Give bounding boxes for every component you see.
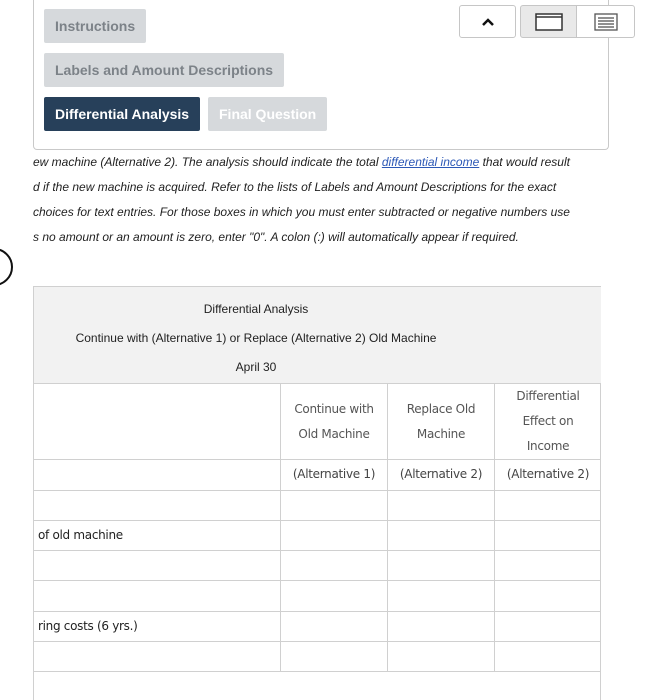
column-alt-continue: (Alternative 1) (292, 467, 376, 481)
single-view-icon (535, 13, 563, 31)
instructions-line-3: choices for text entries. For those boxes in which you must enter subtracted or negative numbers use (33, 205, 570, 219)
input-cell[interactable] (281, 551, 387, 580)
table-subtitle: Continue with (Alternative 1) or Replace (Alternative 2) Old Machine (75, 331, 437, 345)
list-view-button[interactable] (576, 5, 635, 38)
circle-marker (0, 248, 13, 286)
tab-labels-and-amount-descriptions[interactable]: Labels and Amount Descriptions (44, 53, 284, 87)
differential-income-link[interactable]: differential income (381, 155, 480, 169)
view-controls (459, 5, 635, 38)
tab-differential-analysis[interactable]: Differential Analysis (44, 97, 200, 131)
input-cell[interactable] (281, 521, 387, 550)
input-cell[interactable] (388, 612, 494, 641)
tab-instructions[interactable]: Instructions (44, 9, 146, 43)
input-cell[interactable] (388, 642, 494, 671)
input-cell[interactable] (495, 581, 601, 610)
input-cell[interactable] (495, 612, 601, 641)
single-view-button[interactable] (520, 5, 577, 38)
collapse-button[interactable] (459, 5, 516, 38)
navigation-panel (33, 0, 609, 150)
instructions-line-1: ew machine (Alternative 2). The analysis should indicate the total differential income that would result (33, 155, 570, 169)
column-alt-differential: (Alternative 2) (506, 467, 590, 481)
column-alt-replace: (Alternative 2) (399, 467, 483, 481)
column-header-replace: Replace Old Machine (406, 402, 476, 441)
input-cell[interactable] (281, 491, 387, 520)
input-cell[interactable] (388, 581, 494, 610)
input-cell[interactable] (495, 551, 601, 580)
input-cell[interactable] (281, 642, 387, 671)
instructions-line-2: d if the new machine is acquired. Refer to the lists of Labels and Amount Descriptions for the exact (33, 180, 557, 194)
instructions-line-4: s no amount or an amount is zero, enter "0". A colon (:) will automatically appear if required. (33, 230, 519, 244)
input-cell[interactable] (388, 521, 494, 550)
table-title: Differential Analysis (203, 302, 309, 316)
table-date: April 30 (235, 360, 277, 374)
input-cell[interactable] (495, 521, 601, 550)
input-cell[interactable] (281, 612, 387, 641)
caret-up-icon (481, 17, 495, 27)
row-label-old-machine: of old machine (38, 528, 123, 542)
tab-final-question[interactable]: Final Question (208, 97, 327, 131)
input-cell[interactable] (495, 642, 601, 671)
input-cell[interactable] (281, 581, 387, 610)
differential-analysis-table (33, 286, 601, 700)
input-cell[interactable] (495, 491, 601, 520)
column-header-differential: Differential Effect on Income (516, 389, 580, 453)
column-header-continue: Continue with Old Machine (294, 402, 374, 441)
input-cell[interactable] (388, 491, 494, 520)
list-view-icon (594, 13, 618, 31)
input-cell[interactable] (388, 551, 494, 580)
row-label-operating-costs: ring costs (6 yrs.) (38, 619, 138, 633)
table-header (34, 287, 601, 383)
